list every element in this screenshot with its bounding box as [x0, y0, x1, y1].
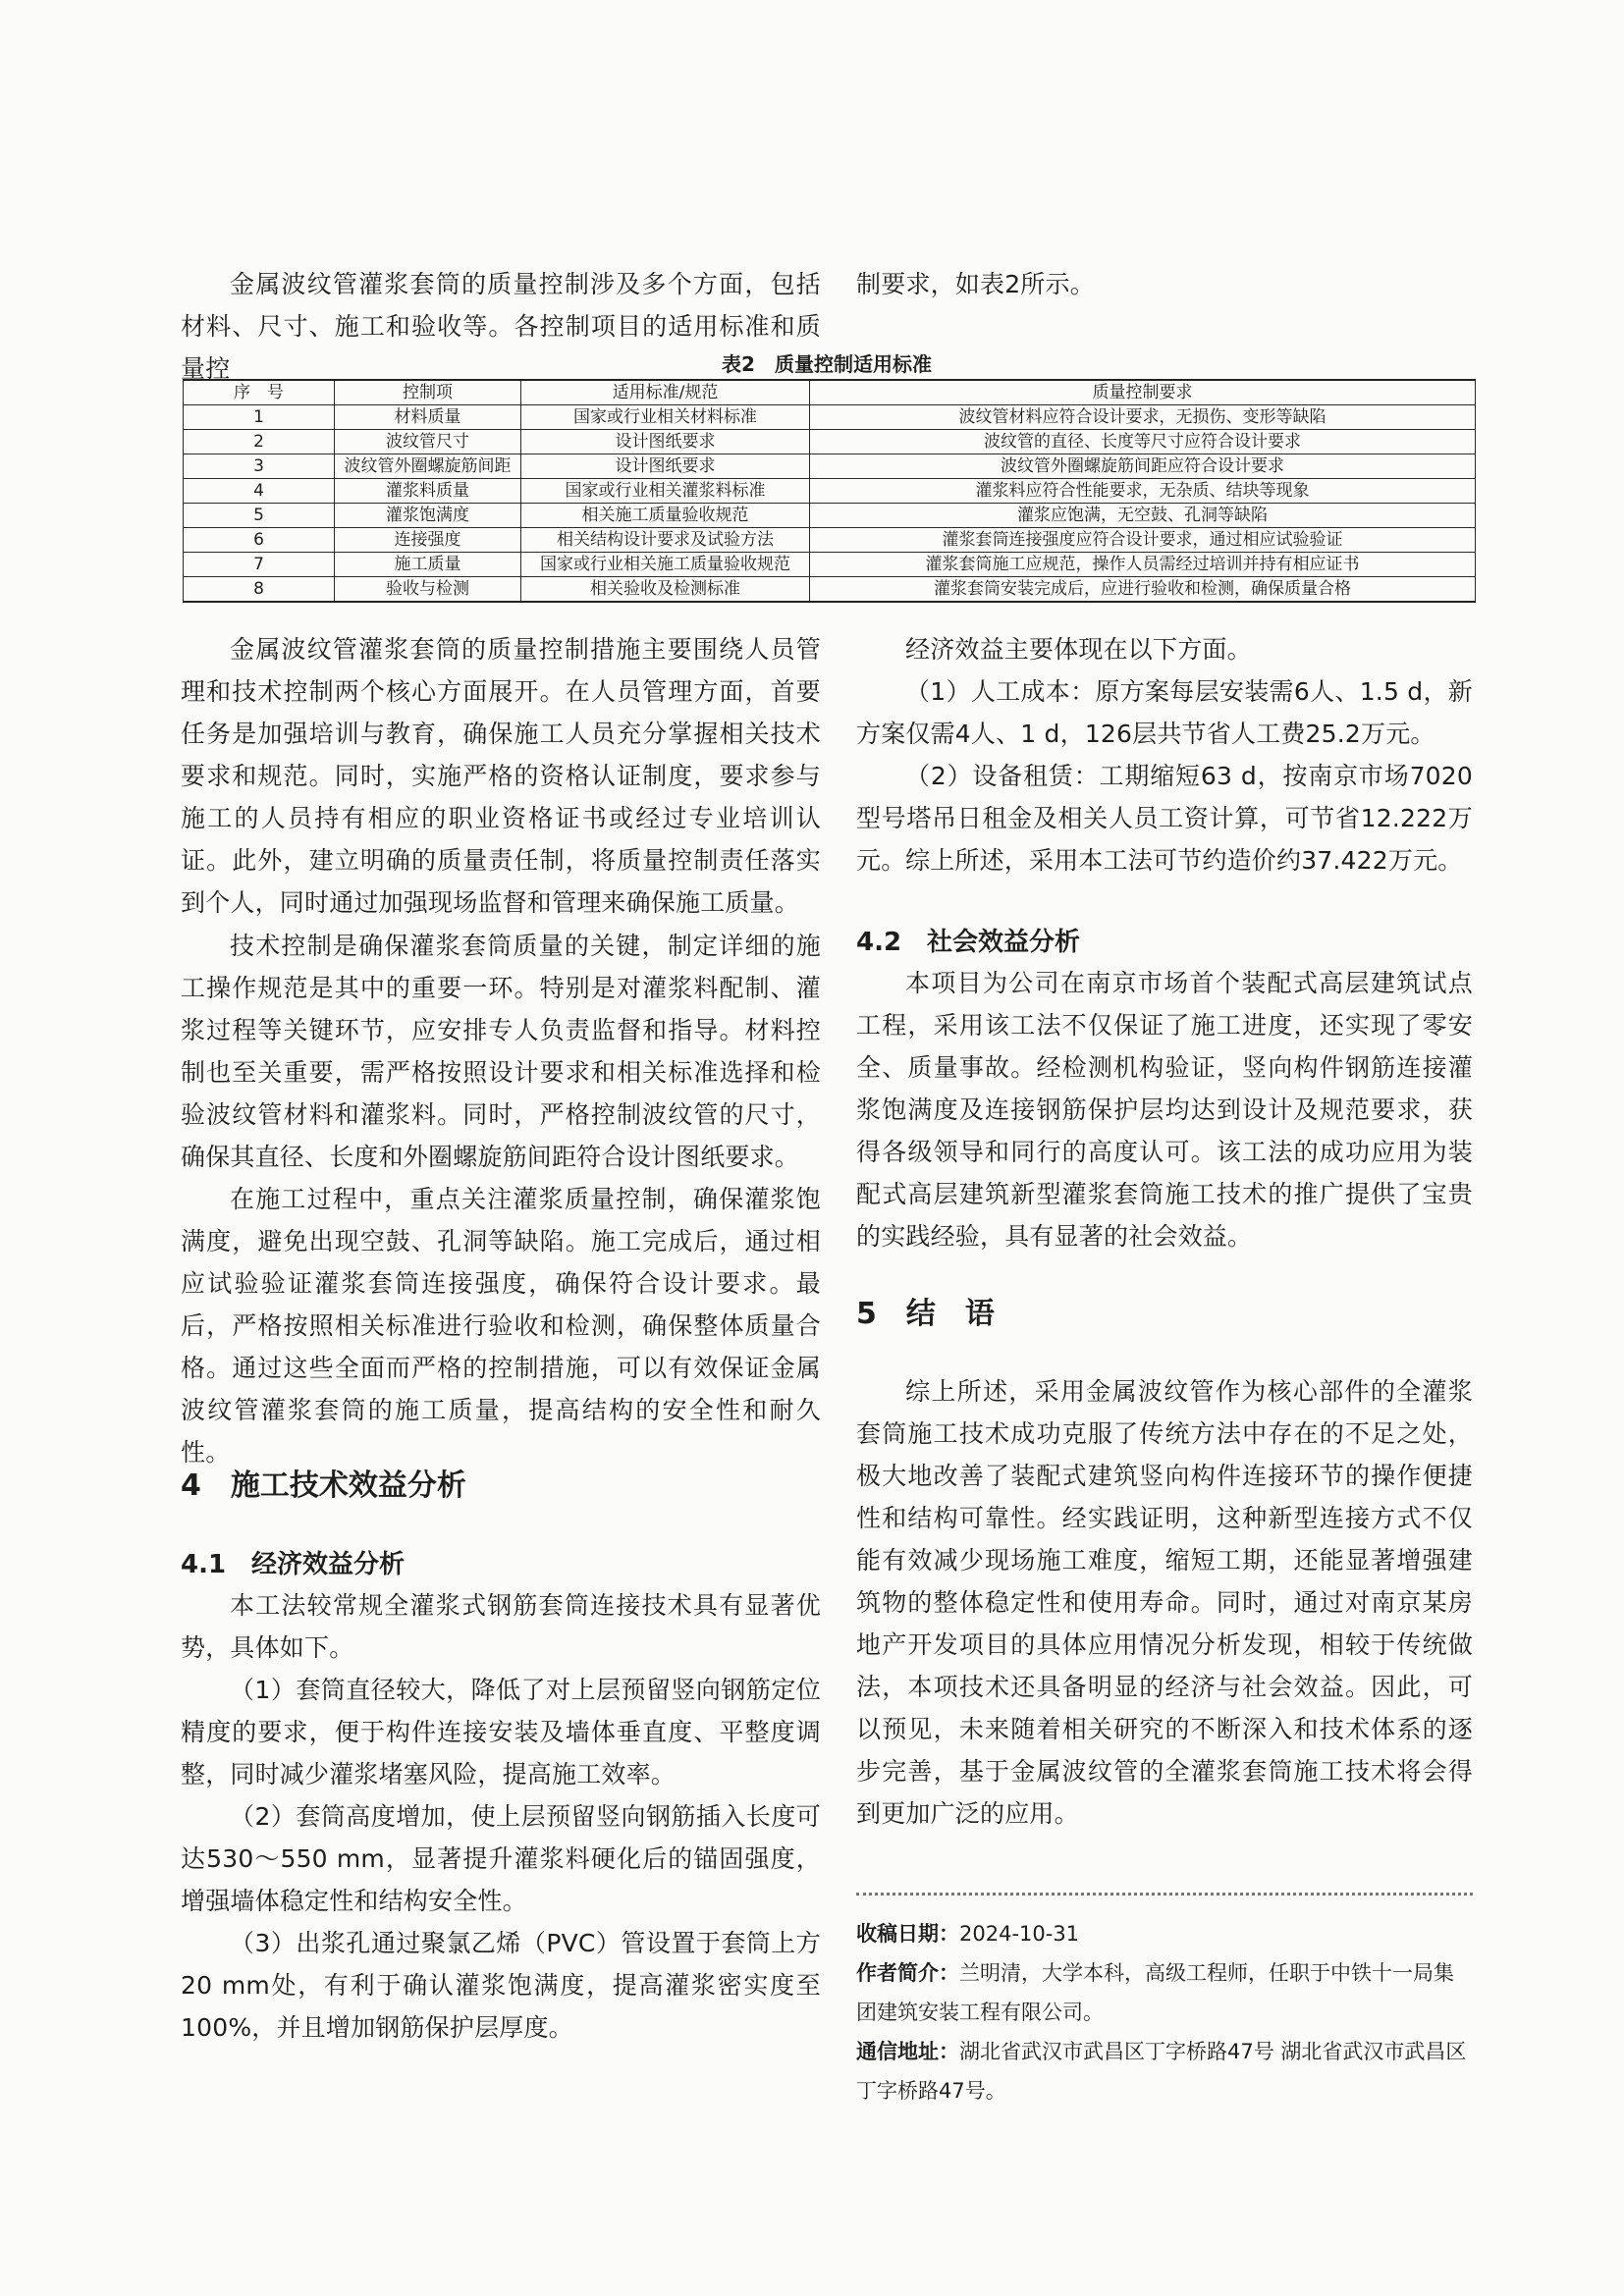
table-cell: 7	[184, 553, 335, 577]
table-cell: 波纹管材料应符合设计要求，无损伤、变形等缺陷	[810, 405, 1476, 430]
section-heading-4: 4 施工技术效益分析	[181, 1468, 466, 1503]
right-paragraph-equipment: （2）设备租赁：工期缩短63 d，按南京市场7020型号塔吊日租金及相关人员工资计算，可节省12.222万元。	[856, 762, 1473, 875]
table-cell: 验收与检测	[335, 577, 521, 603]
section-heading-5: 5 结 语	[856, 1297, 995, 1331]
table-cell: 灌浆料应符合性能要求，无杂质、结块等现象	[810, 479, 1476, 504]
intro-paragraph-right: 制要求，如表2所示。	[856, 270, 1095, 298]
table-cell: 8	[184, 577, 335, 603]
table-header-cell: 控制项	[335, 380, 521, 405]
table-cell: 连接强度	[335, 528, 521, 553]
table-cell: 材料质量	[335, 405, 521, 430]
table-cell: 灌浆套筒安装完成后，应进行验收和检测，确保质量合格	[810, 577, 1476, 603]
left-paragraph-item-1: （1）套筒直径较大，降低了对上层预留竖向钢筋定位精度的要求，便于构件连接安装及墙体垂直度、平整度调整，同时减少灌浆堵塞风险，提高施工效率。	[181, 1676, 821, 1789]
table-header-cell: 质量控制要求	[810, 380, 1476, 405]
left-paragraph-personnel: 金属波纹管灌浆套筒的质量控制措施主要围绕人员管理和技术控制两个核心方面展开。在人员管理方面，首要任务是加强培训与教育，确保施工人员充分掌握相关技术要求和规范。同时，实施严格的资格认证制度，要求参与施工的人员持有相应的职业资格证书或经过专业培训认证。此外，建立明确的质量责任制，将质量控制责任落实到个人，同时通过加强现场监督和管理来确保施工质量。	[181, 635, 821, 917]
author-label: 作者简介：	[856, 1961, 959, 1985]
right-paragraph-social: 本项目为公司在南京市场首个装配式高层建筑试点工程，采用该工法不仅保证了施工进度，还实现了零安全、质量事故。经检测机构验证，竖向构件钢筋连接灌浆饱满度及连接钢筋保护层均达到设计及规范要求，获得各级领导和同行的高度认可。该工法的成功应用为装配式高层建筑新型灌浆套筒施工技术的推广提供了宝贵的实践经验，具有显著的社会效益。	[856, 969, 1473, 1251]
received-value: 2024-10-31	[959, 1922, 1080, 1946]
table-cell: 灌浆套筒施工应规范，操作人员需经过培训并持有相应证书	[810, 553, 1476, 577]
table-cell: 国家或行业相关材料标准	[521, 405, 810, 430]
address-info	[856, 2032, 1473, 2110]
table-cell: 灌浆应饱满，无空鼓、孔洞等缺陷	[810, 504, 1476, 528]
table-cell: 1	[184, 405, 335, 430]
left-paragraph-construction: 在施工过程中，重点关注灌浆质量控制，确保灌浆饱满度，避免出现空鼓、孔洞等缺陷。施工完成后，通过相应试验验证灌浆套筒连接强度，确保符合设计要求。最后，严格按照相关标准进行验收和检测，确保整体质量合格。通过这些全面而严格的控制措施，可以有效保证金属波纹管灌浆套筒的施工质量，提高结构的安全性和耐久性。	[181, 1185, 821, 1467]
address-value: 湖北省武汉市武昌区丁字桥路47号 湖北省武汉市武昌区丁字桥路47号。	[856, 2040, 1467, 2103]
table-cell: 4	[184, 479, 335, 504]
table-cell: 3	[184, 454, 335, 479]
table-cell: 相关验收及检测标准	[521, 577, 810, 603]
table-cell: 施工质量	[335, 553, 521, 577]
right-paragraph-conclusion: 综上所述，采用金属波纹管作为核心部件的全灌浆套筒施工技术成功克服了传统方法中存在的不足之处，极大地改善了装配式建筑竖向构件连接环节的操作便捷性和结构可靠性。经实践证明，这种新型连接方式不仅能有效减少现场施工难度，缩短工期，还能显著增强建筑物的整体稳定性和使用寿命。同时，通过对南京某房地产开发项目的具体应用情况分析发现，相较于传统做法，本项技术还具备明显的经济与社会效益。因此，可以预见，未来随着相关研究的不断深入和技术体系的逐步完善，基于金属波纹管的全灌浆套筒施工技术将会得到更加广泛的应用。	[856, 1377, 1473, 1828]
table-cell: 相关结构设计要求及试验方法	[521, 528, 810, 553]
left-paragraph-item-3: （3）出浆孔通过聚氯乙烯（PVC）管设置于套筒上方20 mm处，有利于确认灌浆饱满度，提高灌浆密实度至100%，并且增加钢筋保护层厚度。	[181, 1929, 821, 2042]
table-header-cell: 适用标准/规范	[521, 380, 810, 405]
table-cell: 设计图纸要求	[521, 430, 810, 454]
right-paragraph-labor: （1）人工成本：原方案每层安装需6人、1.5 d，新方案仅需4人、1 d，126层共节省人工费25.2万元。	[856, 677, 1473, 748]
author-info	[856, 1953, 1473, 2032]
table-title: 表2 质量控制适用标准	[722, 352, 932, 376]
table-cell: 波纹管的直径、长度等尺寸应符合设计要求	[810, 430, 1476, 454]
right-paragraph-benefits: 经济效益主要体现在以下方面。	[905, 635, 1252, 664]
table-row	[184, 479, 1476, 504]
table-cell: 灌浆料质量	[335, 479, 521, 504]
table-row	[184, 405, 1476, 430]
table-row	[184, 504, 1476, 528]
table-cell: 波纹管尺寸	[335, 430, 521, 454]
table-header-cell: 序 号	[184, 380, 335, 405]
table-cell: 波纹管外圈螺旋筋间距	[335, 454, 521, 479]
table-row	[184, 577, 1476, 603]
intro-paragraph-left: 金属波纹管灌浆套筒的质量控制涉及多个方面，包括材料、尺寸、施工和验收等。各控制项目的适用标准和质量控	[181, 270, 821, 383]
subsection-heading-4-2: 4.2 社会效益分析	[856, 928, 1081, 957]
table-cell: 国家或行业相关灌浆料标准	[521, 479, 810, 504]
table-cell: 灌浆饱满度	[335, 504, 521, 528]
table-cell: 波纹管外圈螺旋筋间距应符合设计要求	[810, 454, 1476, 479]
table-row	[184, 528, 1476, 553]
table-cell: 2	[184, 430, 335, 454]
quality-control-table	[183, 379, 1476, 603]
received-date	[856, 1914, 1473, 1953]
table-cell: 6	[184, 528, 335, 553]
table-row	[184, 430, 1476, 454]
footnote-divider	[856, 1893, 1473, 1896]
right-paragraph-summary: 综上所述，采用本工法可节约造价约37.422万元。	[905, 846, 1463, 875]
table-row	[184, 454, 1476, 479]
address-label: 通信地址：	[856, 2040, 959, 2063]
left-paragraph-technical: 技术控制是确保灌浆套筒质量的关键，制定详细的施工操作规范是其中的重要一环。特别是对灌浆料配制、灌浆过程等关键环节，应安排专人负责监督和指导。材料控制也至关重要，需严格按照设计要求和相关标准选择和检验波纹管材料和灌浆料。同时，严格控制波纹管的尺寸，确保其直径、长度和外圈螺旋筋间距符合设计图纸要求。	[181, 932, 821, 1171]
table-cell: 5	[184, 504, 335, 528]
table-row	[184, 553, 1476, 577]
table-cell: 国家或行业相关施工质量验收规范	[521, 553, 810, 577]
table-cell: 设计图纸要求	[521, 454, 810, 479]
left-paragraph-advantages: 本工法较常规全灌浆式钢筋套筒连接技术具有显著优势，具体如下。	[181, 1591, 821, 1662]
table-header-row	[184, 380, 1476, 405]
received-label: 收稿日期：	[856, 1922, 959, 1946]
author-value: 兰明清，大学本科，高级工程师，任职于中铁十一局集团建筑安装工程有限公司。	[856, 1961, 1454, 2024]
subsection-heading-4-1: 4.1 经济效益分析	[181, 1550, 406, 1579]
table-cell: 相关施工质量验收规范	[521, 504, 810, 528]
table-cell: 灌浆套筒连接强度应符合设计要求，通过相应试验验证	[810, 528, 1476, 553]
left-paragraph-item-2: （2）套筒高度增加，使上层预留竖向钢筋插入长度可达530～550 mm，显著提升灌浆料硬化后的锚固强度，增强墙体稳定性和结构安全性。	[181, 1802, 821, 1915]
